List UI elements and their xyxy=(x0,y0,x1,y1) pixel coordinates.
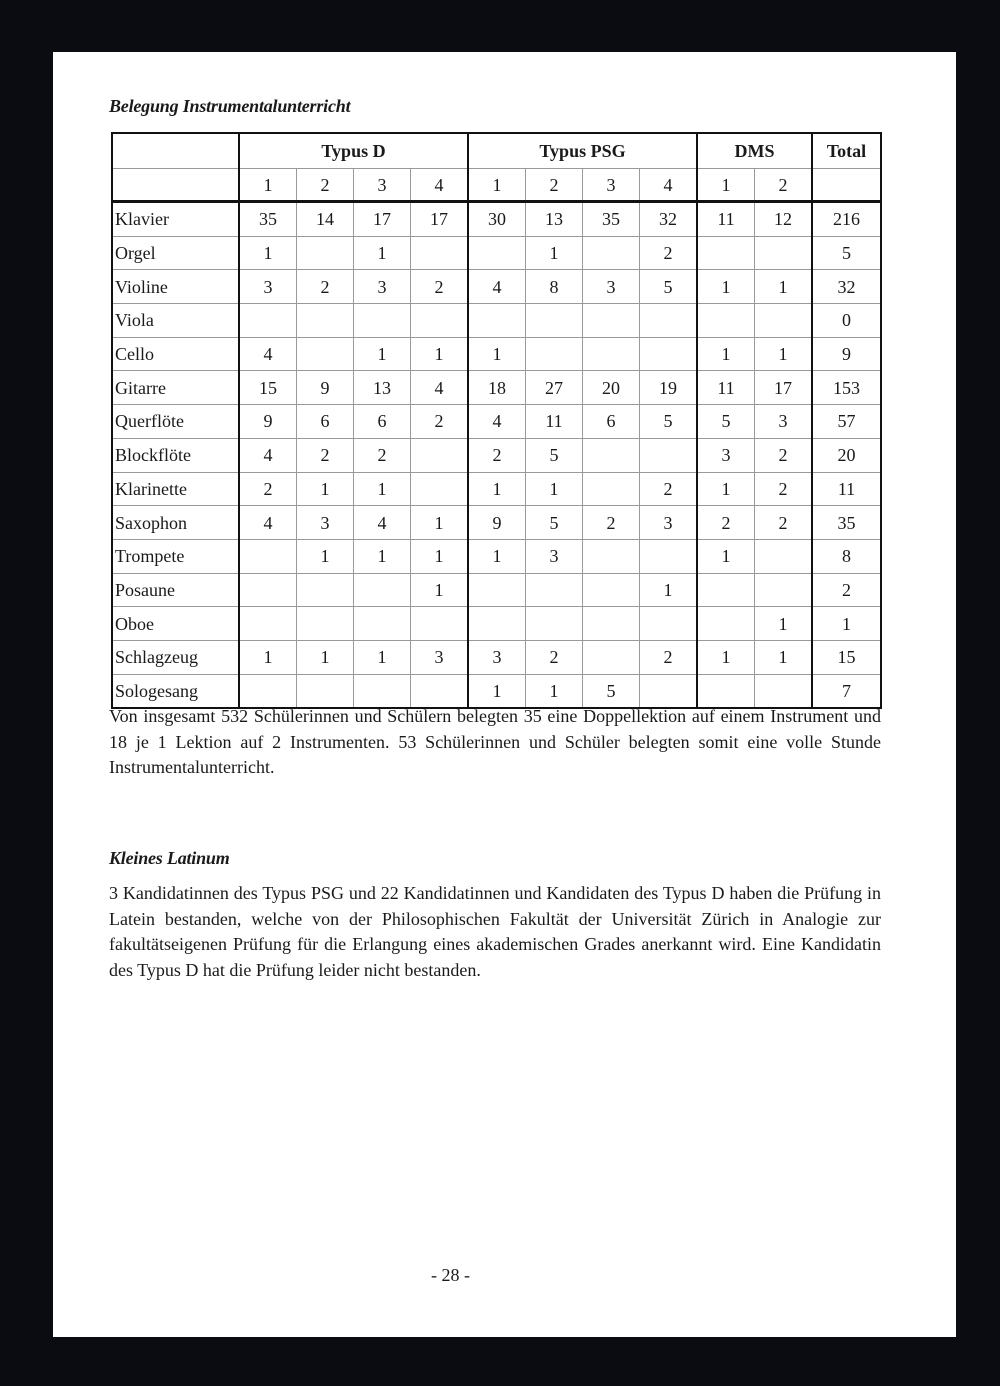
count-cell: 1 xyxy=(697,472,755,506)
table-header-classes xyxy=(112,169,881,202)
count-cell: 9 xyxy=(239,405,297,439)
row-total-cell: 57 xyxy=(812,405,881,439)
table-row xyxy=(112,371,881,405)
count-cell xyxy=(583,472,640,506)
count-cell xyxy=(468,573,526,607)
row-total-cell: 7 xyxy=(812,674,881,708)
count-cell: 2 xyxy=(697,506,755,540)
count-cell: 1 xyxy=(468,337,526,371)
count-cell xyxy=(755,573,813,607)
count-cell: 17 xyxy=(411,202,469,237)
count-cell: 1 xyxy=(697,270,755,304)
header-group-typus-d: Typus D xyxy=(239,133,468,169)
count-cell: 11 xyxy=(697,371,755,405)
count-cell: 2 xyxy=(239,472,297,506)
table-row xyxy=(112,438,881,472)
count-cell: 17 xyxy=(755,371,813,405)
count-cell xyxy=(239,304,297,338)
count-cell xyxy=(411,304,469,338)
count-cell: 1 xyxy=(755,640,813,674)
count-cell: 9 xyxy=(468,506,526,540)
count-cell xyxy=(583,640,640,674)
count-cell xyxy=(583,236,640,270)
count-cell xyxy=(297,573,354,607)
count-cell: 1 xyxy=(526,472,583,506)
count-cell: 1 xyxy=(468,539,526,573)
section-heading-latinum: Kleines Latinum xyxy=(109,848,230,868)
header-class: 2 xyxy=(526,169,583,202)
count-cell xyxy=(354,607,411,641)
section-heading-instrumental: Belegung Instrumentalunterricht xyxy=(109,96,351,116)
instrument-label: Gitarre xyxy=(112,371,239,405)
count-cell: 4 xyxy=(354,506,411,540)
count-cell: 1 xyxy=(755,270,813,304)
count-cell: 27 xyxy=(526,371,583,405)
count-cell: 5 xyxy=(697,405,755,439)
count-cell: 2 xyxy=(755,438,813,472)
instrument-label: Blockflöte xyxy=(112,438,239,472)
count-cell xyxy=(697,607,755,641)
count-cell: 3 xyxy=(468,640,526,674)
document-page xyxy=(53,52,956,1337)
instrument-label: Schlagzeug xyxy=(112,640,239,674)
count-cell: 5 xyxy=(640,405,698,439)
row-total-cell: 9 xyxy=(812,337,881,371)
table-row xyxy=(112,236,881,270)
count-cell: 9 xyxy=(297,371,354,405)
row-total-cell: 5 xyxy=(812,236,881,270)
row-total-cell: 216 xyxy=(812,202,881,237)
instrument-label: Querflöte xyxy=(112,405,239,439)
instrument-label: Trompete xyxy=(112,539,239,573)
header-class: 1 xyxy=(697,169,755,202)
count-cell xyxy=(297,607,354,641)
count-cell: 1 xyxy=(697,337,755,371)
count-cell: 3 xyxy=(239,270,297,304)
count-cell: 18 xyxy=(468,371,526,405)
header-class xyxy=(812,169,881,202)
count-cell: 14 xyxy=(297,202,354,237)
count-cell: 1 xyxy=(697,539,755,573)
count-cell xyxy=(640,539,698,573)
count-cell: 2 xyxy=(354,438,411,472)
count-cell: 4 xyxy=(239,506,297,540)
count-cell xyxy=(640,438,698,472)
count-cell: 2 xyxy=(411,405,469,439)
count-cell xyxy=(583,607,640,641)
count-cell: 1 xyxy=(468,674,526,708)
count-cell: 1 xyxy=(239,640,297,674)
count-cell: 4 xyxy=(468,405,526,439)
page-number: - 28 - xyxy=(431,1265,470,1285)
count-cell: 17 xyxy=(354,202,411,237)
count-cell: 1 xyxy=(468,472,526,506)
count-cell xyxy=(297,304,354,338)
header-total: Total xyxy=(812,133,881,169)
header-class: 2 xyxy=(755,169,813,202)
count-cell xyxy=(354,304,411,338)
count-cell: 1 xyxy=(297,472,354,506)
count-cell xyxy=(239,539,297,573)
count-cell: 2 xyxy=(583,506,640,540)
count-cell: 2 xyxy=(640,472,698,506)
count-cell xyxy=(468,236,526,270)
table-row xyxy=(112,202,881,237)
table-row xyxy=(112,539,881,573)
count-cell xyxy=(583,438,640,472)
row-total-cell: 11 xyxy=(812,472,881,506)
row-total-cell: 20 xyxy=(812,438,881,472)
instrument-label: Orgel xyxy=(112,236,239,270)
count-cell: 32 xyxy=(640,202,698,237)
count-cell xyxy=(583,337,640,371)
instrument-enrollment-table xyxy=(111,132,882,709)
count-cell: 3 xyxy=(297,506,354,540)
table-row xyxy=(112,472,881,506)
count-cell xyxy=(239,573,297,607)
header-class: 3 xyxy=(354,169,411,202)
count-cell: 13 xyxy=(526,202,583,237)
count-cell xyxy=(297,337,354,371)
count-cell xyxy=(411,472,469,506)
instrument-label: Oboe xyxy=(112,607,239,641)
header-group-dms: DMS xyxy=(697,133,812,169)
instrument-label: Saxophon xyxy=(112,506,239,540)
instrument-label: Cello xyxy=(112,337,239,371)
count-cell: 11 xyxy=(697,202,755,237)
count-cell: 8 xyxy=(526,270,583,304)
latinum-paragraph: 3 Kandidatinnen des Typus PSG und 22 Kandidatinnen und Kandidaten des Typus D haben die Prüfung in Latein bestanden, welche von der Philosophischen Fakultät der Universität Zürich in Analogie zur fakultätseigenen Prüfung für die Erlangung eines akademischen Grades anerkannt wird. Eine Kandidatin des Typus D hat die Prüfung leider nicht bestanden. xyxy=(109,883,881,980)
count-cell: 35 xyxy=(583,202,640,237)
count-cell: 35 xyxy=(239,202,297,237)
count-cell: 6 xyxy=(583,405,640,439)
count-cell: 2 xyxy=(411,270,469,304)
instrument-label: Viola xyxy=(112,304,239,338)
row-total-cell: 0 xyxy=(812,304,881,338)
count-cell: 13 xyxy=(354,371,411,405)
row-total-cell: 35 xyxy=(812,506,881,540)
row-total-cell: 153 xyxy=(812,371,881,405)
count-cell: 6 xyxy=(297,405,354,439)
table-row xyxy=(112,573,881,607)
row-total-cell: 32 xyxy=(812,270,881,304)
count-cell: 2 xyxy=(468,438,526,472)
count-cell: 5 xyxy=(583,674,640,708)
count-cell xyxy=(526,304,583,338)
count-cell xyxy=(411,438,469,472)
count-cell: 1 xyxy=(755,337,813,371)
instrument-label: Klavier xyxy=(112,202,239,237)
count-cell: 1 xyxy=(411,573,469,607)
count-cell: 2 xyxy=(297,438,354,472)
count-cell: 2 xyxy=(755,472,813,506)
count-cell: 3 xyxy=(640,506,698,540)
count-cell xyxy=(411,607,469,641)
count-cell xyxy=(239,607,297,641)
count-cell xyxy=(526,573,583,607)
count-cell: 3 xyxy=(526,539,583,573)
count-cell: 1 xyxy=(354,539,411,573)
count-cell xyxy=(583,539,640,573)
count-cell: 1 xyxy=(297,539,354,573)
count-cell: 1 xyxy=(354,236,411,270)
count-cell xyxy=(583,573,640,607)
count-cell: 3 xyxy=(354,270,411,304)
instrument-label: Sologesang xyxy=(112,674,239,708)
count-cell xyxy=(468,304,526,338)
count-cell: 1 xyxy=(526,236,583,270)
table-row xyxy=(112,304,881,338)
header-class: 3 xyxy=(583,169,640,202)
count-cell: 3 xyxy=(411,640,469,674)
instrument-label: Posaune xyxy=(112,573,239,607)
row-total-cell: 1 xyxy=(812,607,881,641)
table-row xyxy=(112,506,881,540)
count-cell xyxy=(697,304,755,338)
count-cell: 1 xyxy=(640,573,698,607)
header-class: 2 xyxy=(297,169,354,202)
count-cell xyxy=(755,304,813,338)
count-cell: 5 xyxy=(640,270,698,304)
count-cell: 3 xyxy=(583,270,640,304)
count-cell xyxy=(640,337,698,371)
row-total-cell: 8 xyxy=(812,539,881,573)
count-cell: 3 xyxy=(697,438,755,472)
count-cell: 1 xyxy=(354,337,411,371)
count-cell: 1 xyxy=(411,539,469,573)
count-cell xyxy=(697,236,755,270)
table-row xyxy=(112,640,881,674)
count-cell: 2 xyxy=(640,640,698,674)
count-cell: 6 xyxy=(354,405,411,439)
table-row xyxy=(112,270,881,304)
count-cell: 30 xyxy=(468,202,526,237)
count-cell: 1 xyxy=(297,640,354,674)
count-cell: 1 xyxy=(526,674,583,708)
table-row xyxy=(112,607,881,641)
count-cell: 4 xyxy=(239,337,297,371)
row-total-cell: 2 xyxy=(812,573,881,607)
count-cell: 2 xyxy=(755,506,813,540)
row-total-cell: 15 xyxy=(812,640,881,674)
count-cell: 4 xyxy=(239,438,297,472)
header-corner xyxy=(112,133,239,169)
count-cell: 11 xyxy=(526,405,583,439)
count-cell xyxy=(526,607,583,641)
instrumental-summary-paragraph: Von insgesamt 532 Schülerinnen und Schülern belegten 35 eine Doppellektion auf einem Instrument und 18 je 1 Lektion auf 2 Instrumenten. 53 Schülerinnen und Schüler belegten somit eine volle Stunde Instrumentalunterricht. xyxy=(109,706,881,777)
count-cell: 3 xyxy=(755,405,813,439)
header-class: 1 xyxy=(239,169,297,202)
count-cell xyxy=(640,304,698,338)
count-cell xyxy=(411,236,469,270)
header-class: 1 xyxy=(468,169,526,202)
count-cell: 1 xyxy=(411,337,469,371)
count-cell: 5 xyxy=(526,438,583,472)
count-cell xyxy=(640,607,698,641)
count-cell xyxy=(354,573,411,607)
count-cell: 1 xyxy=(411,506,469,540)
count-cell: 2 xyxy=(640,236,698,270)
count-cell: 19 xyxy=(640,371,698,405)
count-cell: 1 xyxy=(354,472,411,506)
count-cell: 2 xyxy=(297,270,354,304)
instrument-label: Violine xyxy=(112,270,239,304)
instrument-label: Klarinette xyxy=(112,472,239,506)
header-corner-2 xyxy=(112,169,239,202)
count-cell: 12 xyxy=(755,202,813,237)
count-cell: 5 xyxy=(526,506,583,540)
header-class: 4 xyxy=(640,169,698,202)
count-cell xyxy=(526,337,583,371)
count-cell xyxy=(755,236,813,270)
count-cell: 2 xyxy=(526,640,583,674)
header-class: 4 xyxy=(411,169,469,202)
count-cell: 1 xyxy=(755,607,813,641)
count-cell: 1 xyxy=(239,236,297,270)
header-group-typus-psg: Typus PSG xyxy=(468,133,697,169)
count-cell: 4 xyxy=(411,371,469,405)
count-cell xyxy=(468,607,526,641)
count-cell xyxy=(583,304,640,338)
count-cell xyxy=(697,573,755,607)
table-row xyxy=(112,337,881,371)
table-row xyxy=(112,405,881,439)
count-cell: 4 xyxy=(468,270,526,304)
count-cell: 1 xyxy=(697,640,755,674)
count-cell xyxy=(755,539,813,573)
table-header-groups xyxy=(112,133,881,169)
count-cell xyxy=(297,236,354,270)
count-cell: 20 xyxy=(583,371,640,405)
count-cell: 1 xyxy=(354,640,411,674)
count-cell: 15 xyxy=(239,371,297,405)
